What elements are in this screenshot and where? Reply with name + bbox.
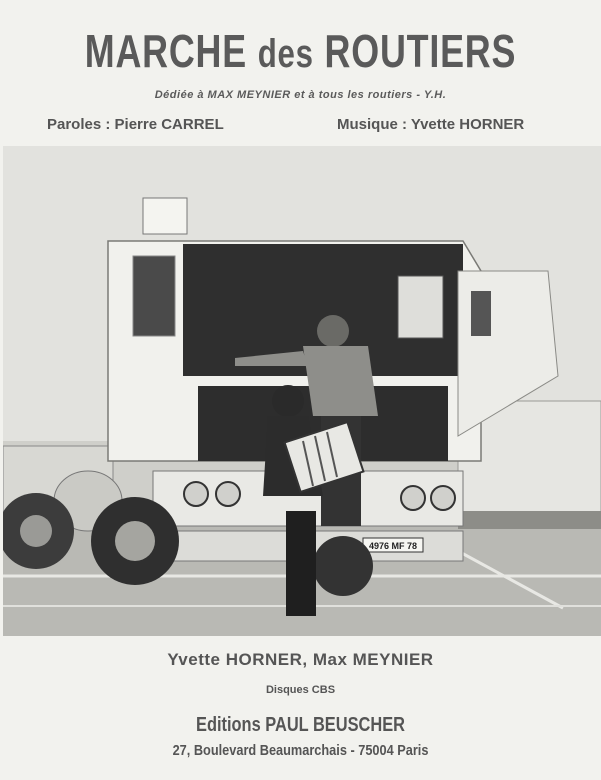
- left-wheel-hub: [20, 515, 52, 547]
- headlight: [184, 482, 208, 506]
- dedication-line: Dédiée à MAX MEYNIER et à tous les routiers - Y.H.: [154, 89, 447, 101]
- performers-line: Yvette HORNER, Max MEYNIER: [167, 650, 434, 669]
- lyrics-credit: Paroles : Pierre CARREL: [47, 116, 224, 133]
- side-mirror-right: [398, 276, 443, 338]
- side-window-left: [133, 256, 175, 336]
- publisher-line: [54, 714, 547, 737]
- publisher-name: PAUL BEUSCHER: [265, 714, 405, 736]
- man-jacket: [303, 346, 378, 416]
- title-word-routiers: ROUTIERS: [324, 25, 517, 77]
- publisher-address: 27, Boulevard Beaumarchais - 75004 Paris: [172, 742, 429, 759]
- rear-wheel: [313, 536, 373, 596]
- publisher-prefix: Editions: [196, 714, 261, 736]
- page-title: [66, 24, 535, 78]
- license-plate-text: 4976 MF 78: [368, 541, 418, 551]
- right-mirror: [471, 291, 491, 336]
- truck-photo: [3, 146, 601, 636]
- headlight: [216, 482, 240, 506]
- front-wheel-hub: [115, 521, 155, 561]
- man-head: [317, 315, 349, 347]
- cab-roof-light: [143, 198, 187, 234]
- headlight: [401, 486, 425, 510]
- truck-photo-illustration: [3, 146, 601, 636]
- record-label: Disques CBS: [265, 684, 336, 696]
- music-credit: Musique : Yvette HORNER: [337, 116, 525, 133]
- title-word-marche: MARCHE: [84, 25, 247, 77]
- trailer-chassis: [458, 511, 601, 529]
- title-word-des: des: [257, 32, 314, 76]
- woman-legs: [286, 511, 316, 616]
- woman-head: [272, 385, 304, 417]
- headlight: [431, 486, 455, 510]
